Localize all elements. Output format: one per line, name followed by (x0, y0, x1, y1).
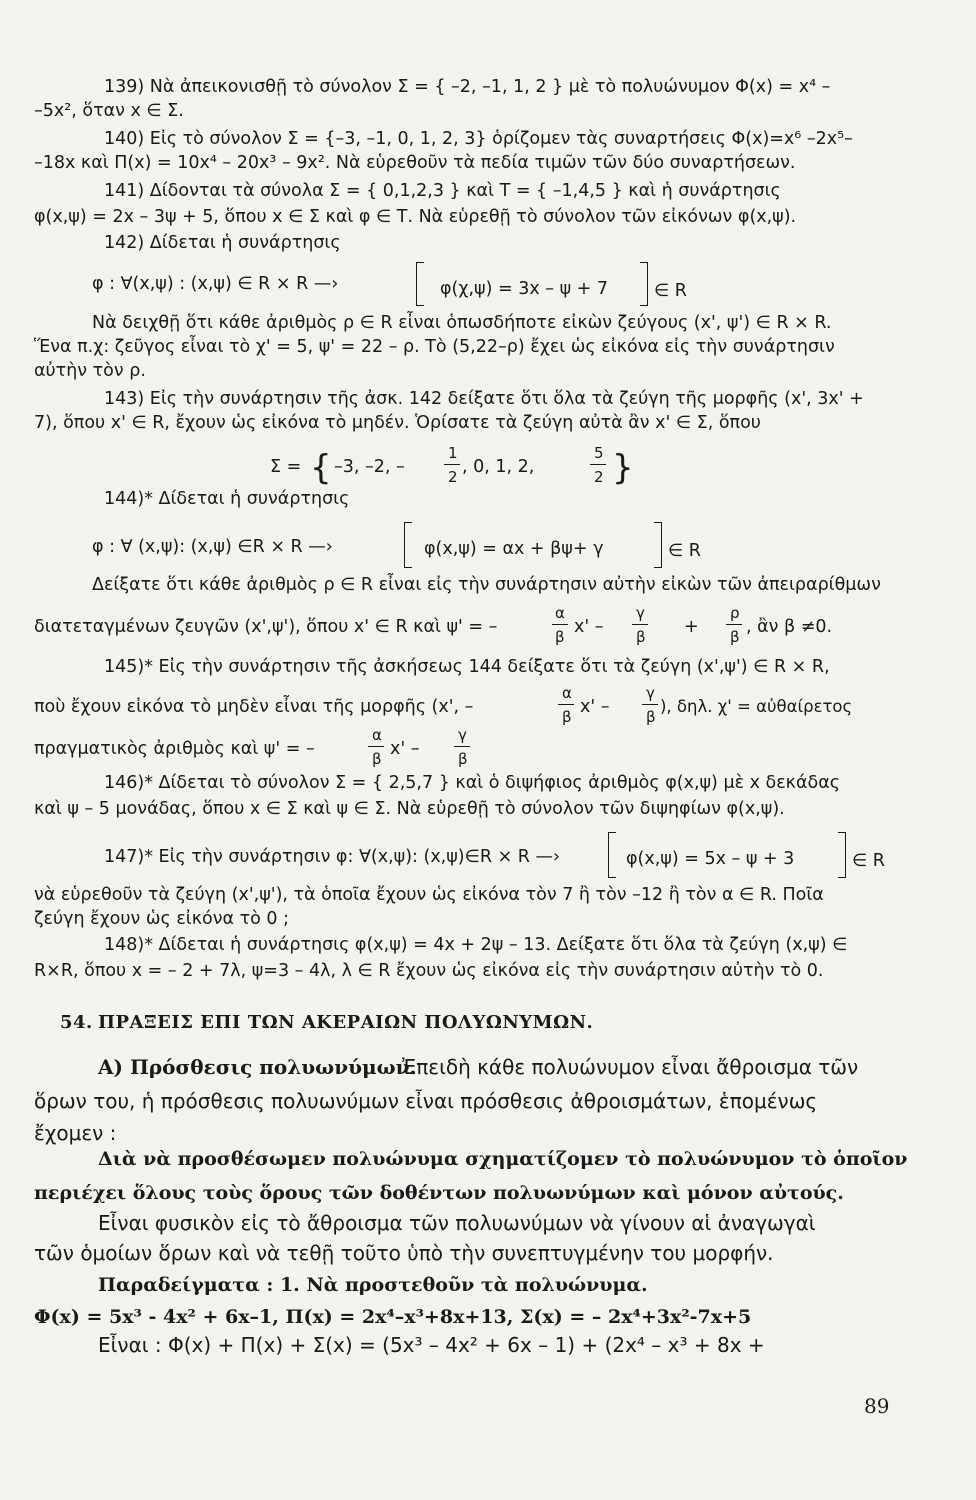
fraction-bar (552, 624, 568, 625)
fraction-bar (642, 704, 658, 705)
fraction-bar (368, 746, 384, 747)
exercise-148-line-1: 148)* Δίδεται ἡ συνάρτησις φ(x,ψ) = 4x + 2ψ – 13. Δείξατε ὅτι ὅλα τὰ ζεύγη (x,ψ) ∈ (104, 935, 848, 955)
rule-line-1: Διὰ νὰ προσθέσωμεν πολυώνυμα σχηματίζομεν τὸ πολυώνυμον τὸ ὁποῖον (98, 1148, 908, 1170)
exercise-140-line-2: –18x καὶ Π(x) = 10x⁴ – 20x³ – 9x². Νὰ εὑρεθοῦν τὰ πεδία τιμῶν τῶν δύο συναρτήσεων. (34, 153, 796, 173)
fraction-numerator: α (372, 726, 382, 744)
fraction-denominator: β (562, 708, 572, 726)
exercise-142-codomain: ∈ R (654, 281, 687, 301)
example-sum-line: Εἶναι : Φ(x) + Π(x) + Σ(x) = (5x³ – 4x² + 6x – 1) + (2x⁴ – x³ + 8x + (98, 1333, 765, 1357)
condition-text: , ἂν β ≠0. (746, 617, 833, 637)
fraction-denominator: β (730, 628, 740, 646)
exercise-142-function: φ(χ,ψ) = 3x – ψ + 7 (440, 279, 609, 299)
section-title: ΠΡΑΞΕΙΣ ΕΠΙ ΤΩΝ ΑΚΕΡΑΙΩΝ ΠΟΛΥΩΝΥΜΩΝ. (98, 1012, 594, 1033)
fraction-bar (726, 624, 742, 625)
exercise-139-line-1: 139) Νὰ ἀπεικονισθῇ τὸ σύνολον Σ = { –2, –1, 1, 2 } μὲ τὸ πολυώνυμον Φ(x) = x⁴ – (104, 77, 831, 97)
exercise-144-codomain: ∈ R (668, 541, 701, 561)
left-bracket (608, 832, 616, 878)
exercise-144-line-1: 144)* Δίδεται ἡ συνάρτησις (104, 489, 350, 509)
right-brace: } (612, 448, 634, 488)
exercise-145-line-1: 145)* Εἰς τὴν συνάρτησιν τῆς ἀσκήσεως 144 δείξατε ὅτι τὰ ζεύγη (x',ψ') ∈ R × R, (104, 657, 830, 677)
exercise-142-line-3: Ἕνα π.χ: ζεῦγος εἶναι τὸ χ' = 5, ψ' = 22 – ρ. Τὸ (5,22–ρ) ἔχει ὡς εἰκόνα εἰς τὴν συνάρτησιν (34, 337, 835, 357)
exercise-144-function: φ(x,ψ) = αx + βψ+ γ (424, 539, 604, 559)
set-elements-1: –3, –2, – (334, 457, 405, 477)
body-line-1: Ἐπειδὴ κάθε πολυώνυμον εἶναι ἄθροισμα τῶν (402, 1055, 859, 1079)
right-bracket (640, 262, 648, 306)
fraction-numerator: α (562, 684, 572, 702)
right-bracket (838, 832, 846, 878)
set-sigma-label: Σ = (270, 457, 302, 477)
exercise-144-line-3: διατεταγμένων ζευγῶν (x',ψ'), ὅπου x' ∈ R καὶ ψ' = – (34, 617, 498, 637)
exercise-146-line-1: 146)* Δίδεται τὸ σύνολον Σ = { 2,5,7 } καὶ ὁ διψήφιος ἀριθμὸς φ(x,ψ) μὲ x δεκάδας (104, 773, 841, 793)
right-bracket (654, 522, 662, 568)
exercise-142-line-4: αὐτὴν τὸν ρ. (34, 361, 146, 381)
expression-tail: ), δηλ. χ' = αὐθαίρετος (660, 697, 853, 716)
set-elements-2: , 0, 1, 2, (462, 457, 535, 477)
fraction-numerator: γ (646, 684, 655, 702)
exercise-147-codomain: ∈ R (852, 851, 885, 871)
left-brace: { (310, 448, 332, 488)
left-bracket (416, 262, 424, 306)
expression-part: x' – (580, 697, 610, 717)
fraction-numerator: ρ (730, 604, 740, 622)
examples-heading: Παραδείγματα : 1. Νὰ προστεθοῦν τὰ πολυώνυμα. (98, 1274, 648, 1296)
fraction-denominator: β (458, 750, 468, 768)
exercise-142-line-1: 142) Δίδεται ἡ συνάρτησις (104, 233, 341, 253)
exercise-148-line-2: R×R, ὅπου x = – 2 + 7λ, ψ=3 – 4λ, λ ∈ R ἔχουν ὡς εἰκόνα εἰς τὴν συνάρτησιν αὐτὴν τὸ 0. (34, 961, 824, 981)
plus-sign: + (684, 617, 699, 637)
exercise-143-line-1: 143) Εἰς τὴν συνάρτησιν τῆς ἀσκ. 142 δείξατε ὅτι ὅλα τὰ ζεύγη τῆς μορφῆς (x', 3x' + (104, 389, 864, 409)
body-line-5: τῶν ὁμοίων ὅρων καὶ νὰ τεθῇ τοῦτο ὑπὸ τὴν συνεπτυγμένην του μορφήν. (34, 1241, 774, 1265)
fraction-denominator: 2 (594, 468, 604, 486)
expression-part: x' – (390, 739, 420, 759)
left-bracket (404, 522, 412, 568)
section-number: 54. (60, 1012, 93, 1033)
fraction-numerator: γ (636, 604, 645, 622)
fraction-denominator: β (555, 628, 565, 646)
fraction-denominator: 2 (448, 468, 458, 486)
exercise-141-line-2: φ(x,ψ) = 2x – 3ψ + 5, ὅπου x ∈ Σ καὶ φ ∈ Τ. Νὰ εὑρεθῇ τὸ σύνολον τῶν εἰκόνων φ(x,ψ). (34, 207, 797, 227)
body-line-4: Εἶναι φυσικὸν εἰς τὸ ἄθροισμα τῶν πολυωνύμων νὰ γίνουν αἱ ἀναγωγαὶ (98, 1211, 816, 1235)
fraction-denominator: β (646, 708, 656, 726)
fraction-bar (558, 704, 574, 705)
exercise-147-line-2: νὰ εὑρεθοῦν τὰ ζεύγη (x',ψ'), τὰ ὁποῖα ἔχουν ὡς εἰκόνα τὸν 7 ἢ τὸν –12 ἢ τὸν α ∈ R. Ποῖα (34, 885, 824, 905)
exercise-144-mapping: φ : ∀ (x,ψ): (x,ψ) ∈R × R —› (92, 537, 333, 557)
exercise-147-function: φ(x,ψ) = 5x – ψ + 3 (626, 849, 795, 869)
page-number: 89 (864, 1394, 890, 1418)
exercise-146-line-2: καὶ ψ – 5 μονάδας, ὅπου x ∈ Σ καὶ ψ ∈ Σ. Νὰ εὑρεθῇ τὸ σύνολον τῶν διψηφίων φ(x,ψ). (34, 799, 785, 819)
fraction-denominator: β (636, 628, 646, 646)
fraction-denominator: β (372, 750, 382, 768)
example-polynomials: Φ(x) = 5x³ - 4x² + 6x–1, Π(x) = 2x⁴–x³+8x+13, Σ(x) = – 2x⁴+3x²-7x+5 (34, 1306, 752, 1328)
exercise-145-line-3: πραγματικὸς ἀριθμὸς καὶ ψ' = – (34, 739, 315, 759)
exercise-142-mapping: φ : ∀(x,ψ) : (x,ψ) ∈ R × R —› (92, 274, 339, 294)
exercise-147-line-3: ζεύγη ἔχουν ὡς εἰκόνα τὸ 0 ; (34, 909, 290, 929)
expression-part: x' – (574, 617, 604, 637)
body-line-3: ἔχομεν : (34, 1121, 117, 1145)
fraction-numerator: α (555, 604, 565, 622)
rule-line-2: περιέχει ὅλους τοὺς ὅρους τῶν δοθέντων πολυωνύμων καὶ μόνον αὐτούς. (34, 1182, 844, 1204)
exercise-144-line-2: Δείξατε ὅτι κάθε ἀριθμὸς ρ ∈ R εἶναι εἰς τὴν συνάρτησιν αὐτὴν εἰκὼν τῶν ἀπειραρίθμων (92, 575, 881, 595)
fraction-bar (454, 746, 470, 747)
fraction-bar (590, 464, 606, 465)
body-line-2: ὅρων του, ἡ πρόσθεσις πολυωνύμων εἶναι πρόσθεσις ἀθροισμάτων, ἑπομένως (34, 1089, 818, 1113)
exercise-140-line-1: 140) Εἰς τὸ σύνολον Σ = {–3, –1, 0, 1, 2, 3} ὁρίζομεν τὰς συναρτήσεις Φ(x)=x⁶ –2x⁵– (104, 129, 853, 149)
fraction-bar (632, 624, 648, 625)
exercise-141-line-1: 141) Δίδονται τὰ σύνολα Σ = { 0,1,2,3 } καὶ Τ = { –1,4,5 } καὶ ἡ συνάρτησις (104, 181, 781, 201)
exercise-139-line-2: –5x², ὅταν x ∈ Σ. (34, 101, 184, 121)
fraction-numerator: 5 (594, 444, 604, 462)
exercise-142-line-2: Νὰ δειχθῇ ὅτι κάθε ἀριθμὸς ρ ∈ R εἶναι ὁπωσδήποτε εἰκὼν ζεύγους (x', ψ') ∈ R × R. (92, 313, 832, 333)
exercise-145-line-2: ποὺ ἔχουν εἰκόνα τὸ μηδὲν εἶναι τῆς μορφῆς (x', – (34, 697, 474, 717)
fraction-numerator: 1 (448, 444, 458, 462)
fraction-numerator: γ (458, 726, 467, 744)
exercise-143-line-2: 7), ὅπου x' ∈ R, ἔχουν ὡς εἰκόνα τὸ μηδέν. Ὁρίσατε τὰ ζεύγη αὐτὰ ἂν x' ∈ Σ, ὅπου (34, 413, 761, 433)
subsection-title: Α) Πρόσθεσις πολυωνύμων. (98, 1055, 417, 1079)
fraction-bar (444, 464, 460, 465)
exercise-147-mapping: 147)* Εἰς τὴν συνάρτησιν φ: ∀(x,ψ): (x,ψ)∈R × R —› (104, 847, 561, 867)
